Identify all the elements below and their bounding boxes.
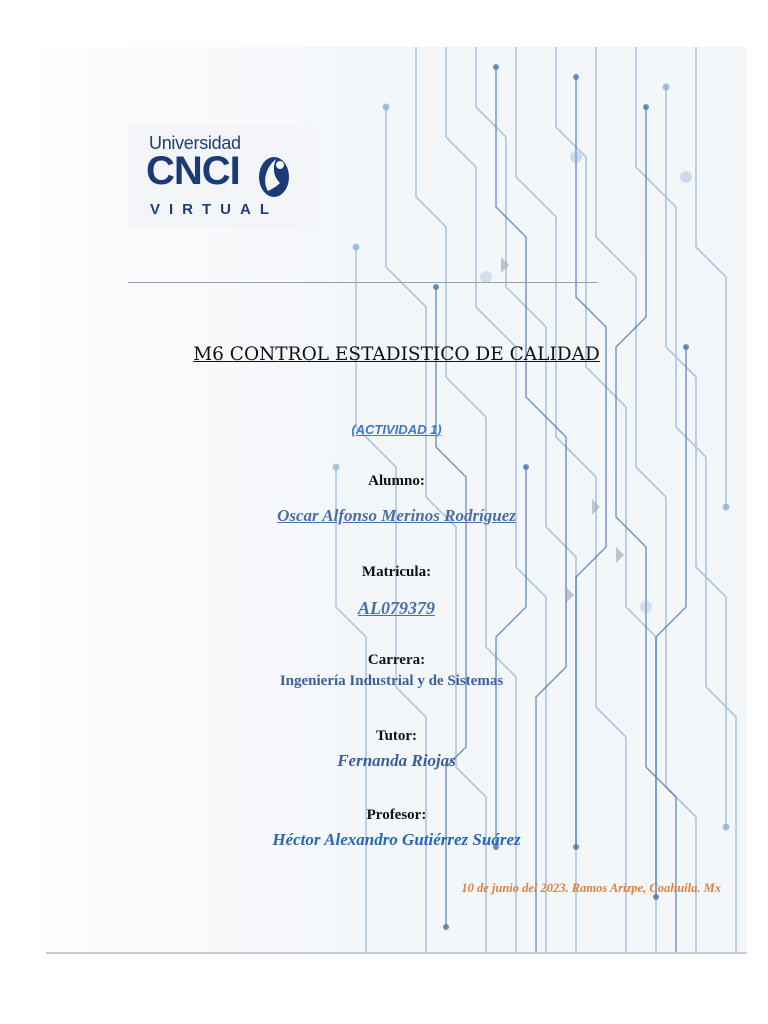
- career-value: Ingeniería Industrial y de Sistemas: [279, 673, 504, 689]
- career-value-row: [46, 672, 747, 690]
- footer-date-place: 10 de junio del 2023. Ramos Arizpe, Coahuila. Mx: [461, 881, 721, 895]
- page-bottom-edge: [46, 952, 747, 954]
- student-value-row: [46, 506, 747, 526]
- professor-label-row: [46, 806, 747, 824]
- logo-flame-icon: [256, 153, 292, 199]
- career-label: Carrera:: [367, 652, 426, 668]
- activity-row: [46, 421, 747, 439]
- horizontal-rule: [128, 282, 598, 283]
- student-label: Alumno:: [368, 473, 425, 489]
- document-page: [46, 47, 747, 953]
- id-value: AL079379: [357, 598, 435, 618]
- tutor-label: Tutor:: [375, 728, 418, 744]
- professor-value-row: [46, 830, 747, 850]
- activity-label: (ACTIVIDAD 1): [351, 422, 442, 437]
- university-logo: [128, 125, 316, 229]
- logo-cnci-text: CNCI: [146, 149, 240, 193]
- student-label-row: [46, 472, 747, 490]
- tutor-value-row: [46, 751, 747, 771]
- student-name: Oscar Alfonso Merinos Rodríguez: [277, 506, 516, 525]
- logo-virtual-text: VIRTUAL: [150, 201, 278, 218]
- tutor-value: Fernanda Riojas: [337, 751, 456, 770]
- logo-universidad-text: Universidad: [149, 133, 241, 153]
- professor-label: Profesor:: [366, 807, 427, 823]
- document-title: M6 CONTROL ESTADISTICO DE CALIDAD: [193, 344, 600, 365]
- id-value-row: [46, 598, 747, 619]
- career-label-row: [46, 651, 747, 669]
- id-label: Matricula:: [361, 564, 432, 580]
- id-label-row: [46, 563, 747, 581]
- tutor-label-row: [46, 727, 747, 745]
- professor-value: Héctor Alexandro Gutiérrez Suárez: [272, 830, 521, 849]
